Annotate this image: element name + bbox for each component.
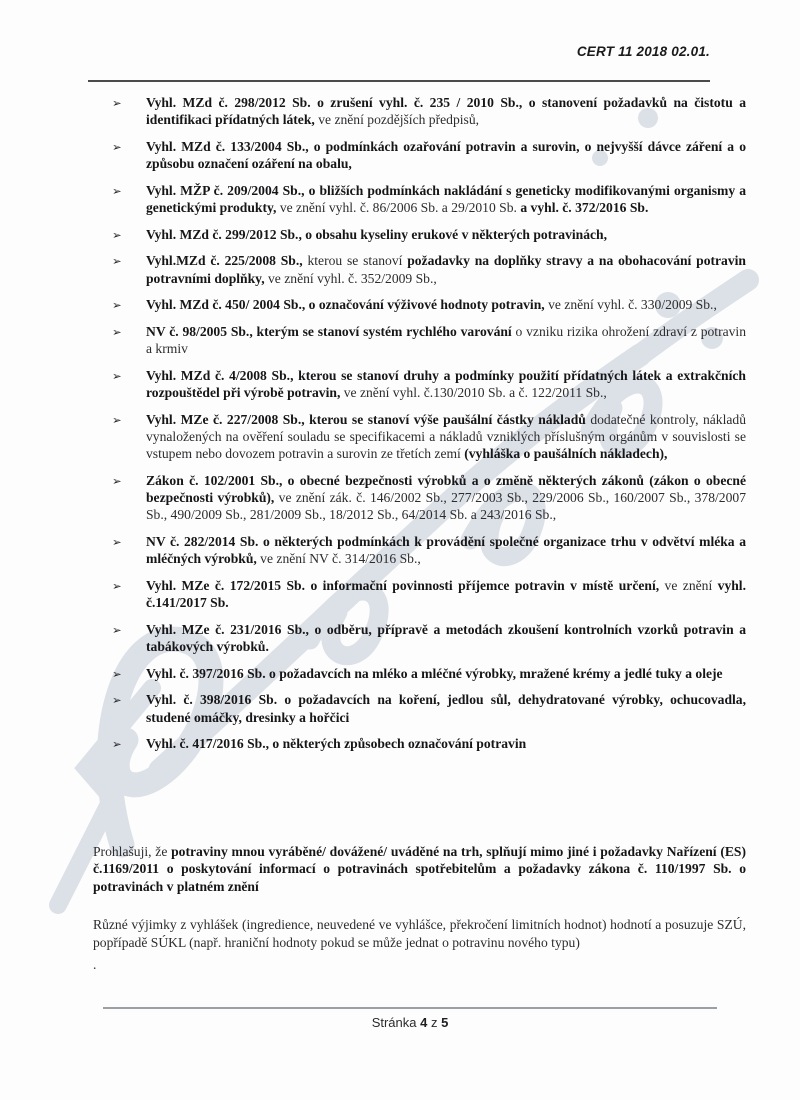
arrow-bullet-icon: ➢ xyxy=(112,737,122,752)
page-number-footer xyxy=(103,1015,717,1030)
arrow-bullet-icon: ➢ xyxy=(112,622,122,637)
text-segment: Vyhl. MZd č. 298/2012 Sb. o zrušení vyhl. č. 235 / 2010 Sb., o stanovení požadavků na čistotu a identifikaci přídatných látek, xyxy=(146,95,746,128)
regulation-list-item xyxy=(112,252,746,286)
text-segment: Různé výjimky z vyhlášek (ingredience, neuvedené ve vyhlášce, překročení limitních hodnot) hodnotí a posuzuje SZÚ, popřípadě SÚKL (např. hraniční hodnoty pokud se může jednat o potravinu nového typu) xyxy=(93,917,746,950)
regulation-text xyxy=(146,182,746,216)
text-segment: ve znění vyhl. č. 86/2006 Sb. a 29/2010 Sb. xyxy=(276,200,521,216)
text-segment: a vyhl. č. 372/2016 Sb. xyxy=(520,200,649,216)
text-segment: kterou se stanoví xyxy=(302,253,408,269)
regulation-list-item xyxy=(112,691,746,725)
text-segment: Vyhl. MZd č. 450/ 2004 Sb., o označování výživové hodnoty potravin, xyxy=(146,297,545,313)
regulation-text xyxy=(146,226,746,243)
regulation-list-item xyxy=(112,94,746,128)
text-segment: . xyxy=(93,957,97,973)
header-divider-line xyxy=(88,80,710,82)
exceptions-paragraph xyxy=(93,916,746,951)
regulation-text xyxy=(146,691,746,725)
footer-prefix: Stránka xyxy=(371,1015,421,1030)
text-segment: Vyhl. MZd č. 133/2004 Sb., o podmínkách ozařování potravin a surovin, o nejvyšší dávce záření a o způsobu označení ozáření na obalu, xyxy=(146,138,746,172)
regulation-text xyxy=(146,411,746,463)
regulation-list-item xyxy=(112,621,746,655)
text-segment: Vyhl. MZd č. 299/2012 Sb., o obsahu kyseliny erukové v některých potravinách, xyxy=(146,226,607,242)
regulation-text xyxy=(146,735,746,752)
regulation-list-item xyxy=(112,577,746,611)
regulation-list-item xyxy=(112,411,746,463)
text-segment: ve znění pozdějších předpisů, xyxy=(314,112,480,128)
text-segment: vyhl. č.141/2017 Sb. xyxy=(146,577,746,611)
regulation-list-item xyxy=(112,367,746,401)
footer-divider-line xyxy=(103,1007,717,1009)
text-segment: potraviny mnou vyráběné/ dovážené/ uváděné na trh, splňují mimo jiné i požadavky Nařízení (ES) č.1169/2011 o poskytování informací o potravinách spotřebitelům a požadavky zákona č. 110/1997 Sb. o potravinách v platném znění xyxy=(93,844,746,894)
text-segment: Zákon č. 102/2001 Sb., o obecné bezpečnosti výrobků a o změně některých zákonů (zákon o obecné bezpečnosti výrobků), xyxy=(146,472,746,506)
arrow-bullet-icon: ➢ xyxy=(112,139,122,154)
declaration-section xyxy=(93,843,746,973)
regulation-list-item xyxy=(112,182,746,216)
text-segment: Vyhl. č. 417/2016 Sb., o některých způsobech označování potravin xyxy=(146,736,527,752)
regulation-list xyxy=(112,94,746,762)
regulation-text xyxy=(146,577,746,611)
arrow-bullet-icon: ➢ xyxy=(112,693,122,708)
regulation-text xyxy=(146,94,746,128)
regulation-text xyxy=(146,472,746,524)
arrow-bullet-icon: ➢ xyxy=(112,535,122,550)
arrow-bullet-icon: ➢ xyxy=(112,412,122,427)
arrow-bullet-icon: ➢ xyxy=(112,183,122,198)
text-segment: NV č. 282/2014 Sb. o některých podmínkách k provádění společné organizace trhu v odvětví mléka a mléčných výrobků, xyxy=(146,534,746,567)
declaration-paragraph xyxy=(93,843,746,895)
text-segment: Vyhl. MZd č. 4/2008 Sb., kterou se stanoví druhy a podmínky použití přídatných látek a extrakčních rozpouštědel při výrobě potravin, xyxy=(146,367,746,401)
regulation-text xyxy=(146,367,746,401)
regulation-text xyxy=(146,296,746,313)
text-segment: o vzniku rizika ohrožení zdraví z potravin a krmiv xyxy=(146,324,746,357)
regulation-list-item xyxy=(112,472,746,524)
text-segment: Vyhl. MZe č. 172/2015 Sb. o informační povinnosti příjemce potravin v místě určení, xyxy=(146,577,660,593)
regulation-list-item xyxy=(112,665,746,682)
stray-period xyxy=(93,956,746,973)
text-segment: Vyhl. MZe č. 227/2008 Sb., kterou se stanoví výše paušální částky nákladů xyxy=(146,411,586,427)
text-segment: ve znění vyhl. č. 352/2009 Sb., xyxy=(264,270,437,286)
document-code-header: CERT 11 2018 02.01. xyxy=(576,44,710,59)
arrow-bullet-icon: ➢ xyxy=(112,666,122,681)
text-segment: ve znění NV č. 314/2016 Sb., xyxy=(256,551,421,567)
regulation-list-item xyxy=(112,226,746,243)
arrow-bullet-icon: ➢ xyxy=(112,96,122,110)
arrow-bullet-icon: ➢ xyxy=(112,227,122,242)
regulation-text xyxy=(146,621,746,655)
regulation-text xyxy=(146,252,746,286)
text-segment: dodatečné kontroly, nákladů vynaložených na ověření souladu se specifikacemi a nákladů vzniklých příslušným orgánům v souvislosti se vstupem nebo dovozem potravin a surovin ze třetích zemí xyxy=(146,411,747,462)
arrow-bullet-icon: ➢ xyxy=(112,325,122,340)
text-segment: ve znění xyxy=(659,577,718,593)
text-segment: Vyhl. č. 397/2016 Sb. o požadavcích na mléko a mléčné výrobky, mražené krémy a jedlé tuky a oleje xyxy=(146,665,723,681)
footer-page-number: 4 xyxy=(420,1015,428,1030)
regulation-list-item xyxy=(112,296,746,313)
arrow-bullet-icon: ➢ xyxy=(112,298,122,313)
regulation-text xyxy=(146,665,746,682)
regulation-list-item xyxy=(112,735,746,752)
text-segment: Vyhl. MŽP č. 209/2004 Sb., o bližších podmínkách nakládání s geneticky modifikovanými organismy a genetickými produkty, xyxy=(146,182,746,216)
footer-total-pages: 5 xyxy=(441,1015,449,1030)
text-segment: Prohlašuji, že xyxy=(93,844,172,859)
regulation-text xyxy=(146,138,746,172)
arrow-bullet-icon: ➢ xyxy=(112,473,122,488)
regulation-list-item xyxy=(112,533,746,567)
text-segment: Vyhl. č. 398/2016 Sb. o požadavcích na koření, jedlou sůl, dehydratované výrobky, ochucovadla, studené omáčky, dresinky a hořčici xyxy=(146,692,746,725)
text-segment: Vyhl.MZd č. 225/2008 Sb., xyxy=(146,253,303,269)
regulation-text xyxy=(146,533,746,567)
arrow-bullet-icon: ➢ xyxy=(112,578,122,593)
regulation-list-item xyxy=(112,138,746,172)
text-segment: ve znění zák. č. 146/2002 Sb., 277/2003 Sb., 229/2006 Sb., 160/2007 Sb., 378/2007 Sb., 490/2009 Sb., 281/2009 Sb., 18/2012 Sb., 64/2014 Sb. a 243/2016 Sb., xyxy=(146,490,746,523)
text-segment: (vyhláška o paušálních nákladech), xyxy=(464,446,668,462)
arrow-bullet-icon: ➢ xyxy=(112,368,122,383)
text-segment: Vyhl. MZe č. 231/2016 Sb., o odběru, přípravě a metodách zkoušení kontrolních vzorků potravin a tabákových výrobků. xyxy=(146,621,746,655)
text-segment: ve znění vyhl. č.130/2010 Sb. a č. 122/2011 Sb., xyxy=(340,385,607,401)
text-segment: NV č. 98/2005 Sb., kterým se stanoví systém rychlého varování xyxy=(146,324,512,340)
footer-separator: z xyxy=(427,1015,442,1030)
regulation-text xyxy=(146,323,746,357)
text-segment: ve znění vyhl. č. 330/2009 Sb., xyxy=(544,297,717,313)
regulation-list-item xyxy=(112,323,746,357)
arrow-bullet-icon: ➢ xyxy=(112,254,122,269)
text-segment: požadavky na doplňky stravy a na obohacování potravin potravními doplňky, xyxy=(146,253,746,286)
